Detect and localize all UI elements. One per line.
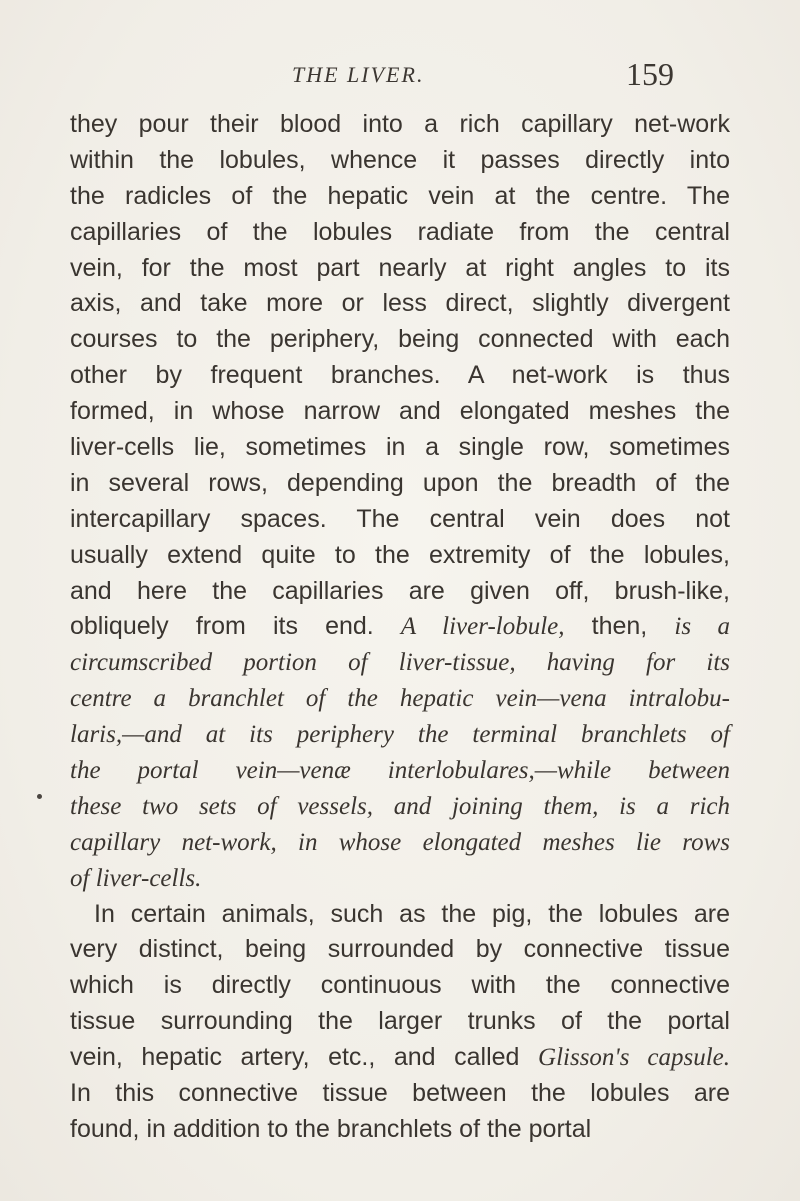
text-segment: in several rows, depending upon the breadth of the [70,468,730,497]
text-segment: within the lobules, whence it passes directly into [70,145,730,174]
text-line [70,861,730,897]
text-segment: vein, hepatic artery, etc., and called [70,1043,539,1072]
text-segment: axis, and take more or less direct, slightly divergent [70,289,730,318]
text-segment: intercapillary spaces. The central vein does not [70,504,730,533]
running-title: THE LIVER. [292,62,425,87]
text-line [70,502,730,538]
italic-text: A liver-lobule, [400,613,565,641]
text-line [70,753,730,789]
text-line [70,1004,730,1040]
text-segment: In certain animals, such as the pig, the lobules are [94,899,730,928]
text-segment: courses to the periphery, being connected with each [70,325,730,354]
text-line [70,322,730,358]
text-segment: which is directly continuous with the connective [70,971,730,1000]
text-line [70,538,730,574]
text-segment: they pour their blood into a rich capillary net-work [70,110,730,138]
text-segment: vein, for the most part nearly at right angles to its [70,253,730,282]
italic-text: laris,—and at its periphery the terminal branchlets of [70,721,730,749]
text-segment: capillaries of the lobules radiate from the central [70,217,730,246]
text-segment: obliquely from its end. [70,612,401,641]
page-header [0,56,800,102]
page-number: 159 [626,56,674,92]
italic-text: capillary net-work, in whose elongated meshes lie rows [70,828,730,856]
text-segment: tissue surrounding the larger trunks of the portal [70,1007,730,1036]
text-line [70,609,730,645]
text-line [70,251,730,287]
text-segment: then, [564,612,675,641]
text-line [70,1076,730,1112]
text-segment: In this connective tissue between the lobules are [70,1079,730,1108]
text-segment: found, in addition to the branchlets of the portal [70,1114,592,1143]
italic-text: these two sets of vessels, and joining them, is a rich [70,792,730,820]
text-line [70,681,730,717]
italic-text: is a [674,613,731,641]
italic-text: Glisson's capsule. [538,1044,730,1072]
text-line [70,1112,730,1148]
text-line [70,932,730,968]
text-segment: other by frequent branches. A net-work is thus [70,361,730,390]
text-line [70,179,730,215]
text-line [70,394,730,430]
text-line [70,825,730,861]
italic-text: circumscribed portion of liver-tissue, having for its [70,649,730,677]
text-line [70,286,730,322]
text-line [70,107,730,143]
text-line [70,143,730,179]
italic-text: the portal vein—venæ interlobulares,—while between [70,757,730,785]
text-segment: usually extend quite to the extremity of the lobules, [70,540,730,569]
italic-text: of liver-cells. [70,864,202,892]
text-segment: formed, in whose narrow and elongated meshes the [70,397,730,426]
text-line [70,968,730,1004]
text-line [70,789,730,825]
margin-mark [37,794,42,799]
text-line [70,215,730,251]
text-line [70,645,730,681]
text-line [70,358,730,394]
text-line [70,430,730,466]
text-line [70,717,730,753]
text-segment: the radicles of the hepatic vein at the centre. The [70,181,730,210]
text-line [70,574,730,610]
body-text [70,107,730,1148]
text-line [70,466,730,502]
text-line [70,1040,730,1076]
text-segment: and here the capillaries are given off, brush-like, [70,576,730,605]
text-segment: liver-cells lie, sometimes in a single row, sometimes [70,433,730,462]
text-segment: very distinct, being surrounded by connective tissue [70,935,730,964]
italic-text: centre a branchlet of the hepatic vein—vena intralobu- [70,685,730,713]
text-line [70,897,730,933]
